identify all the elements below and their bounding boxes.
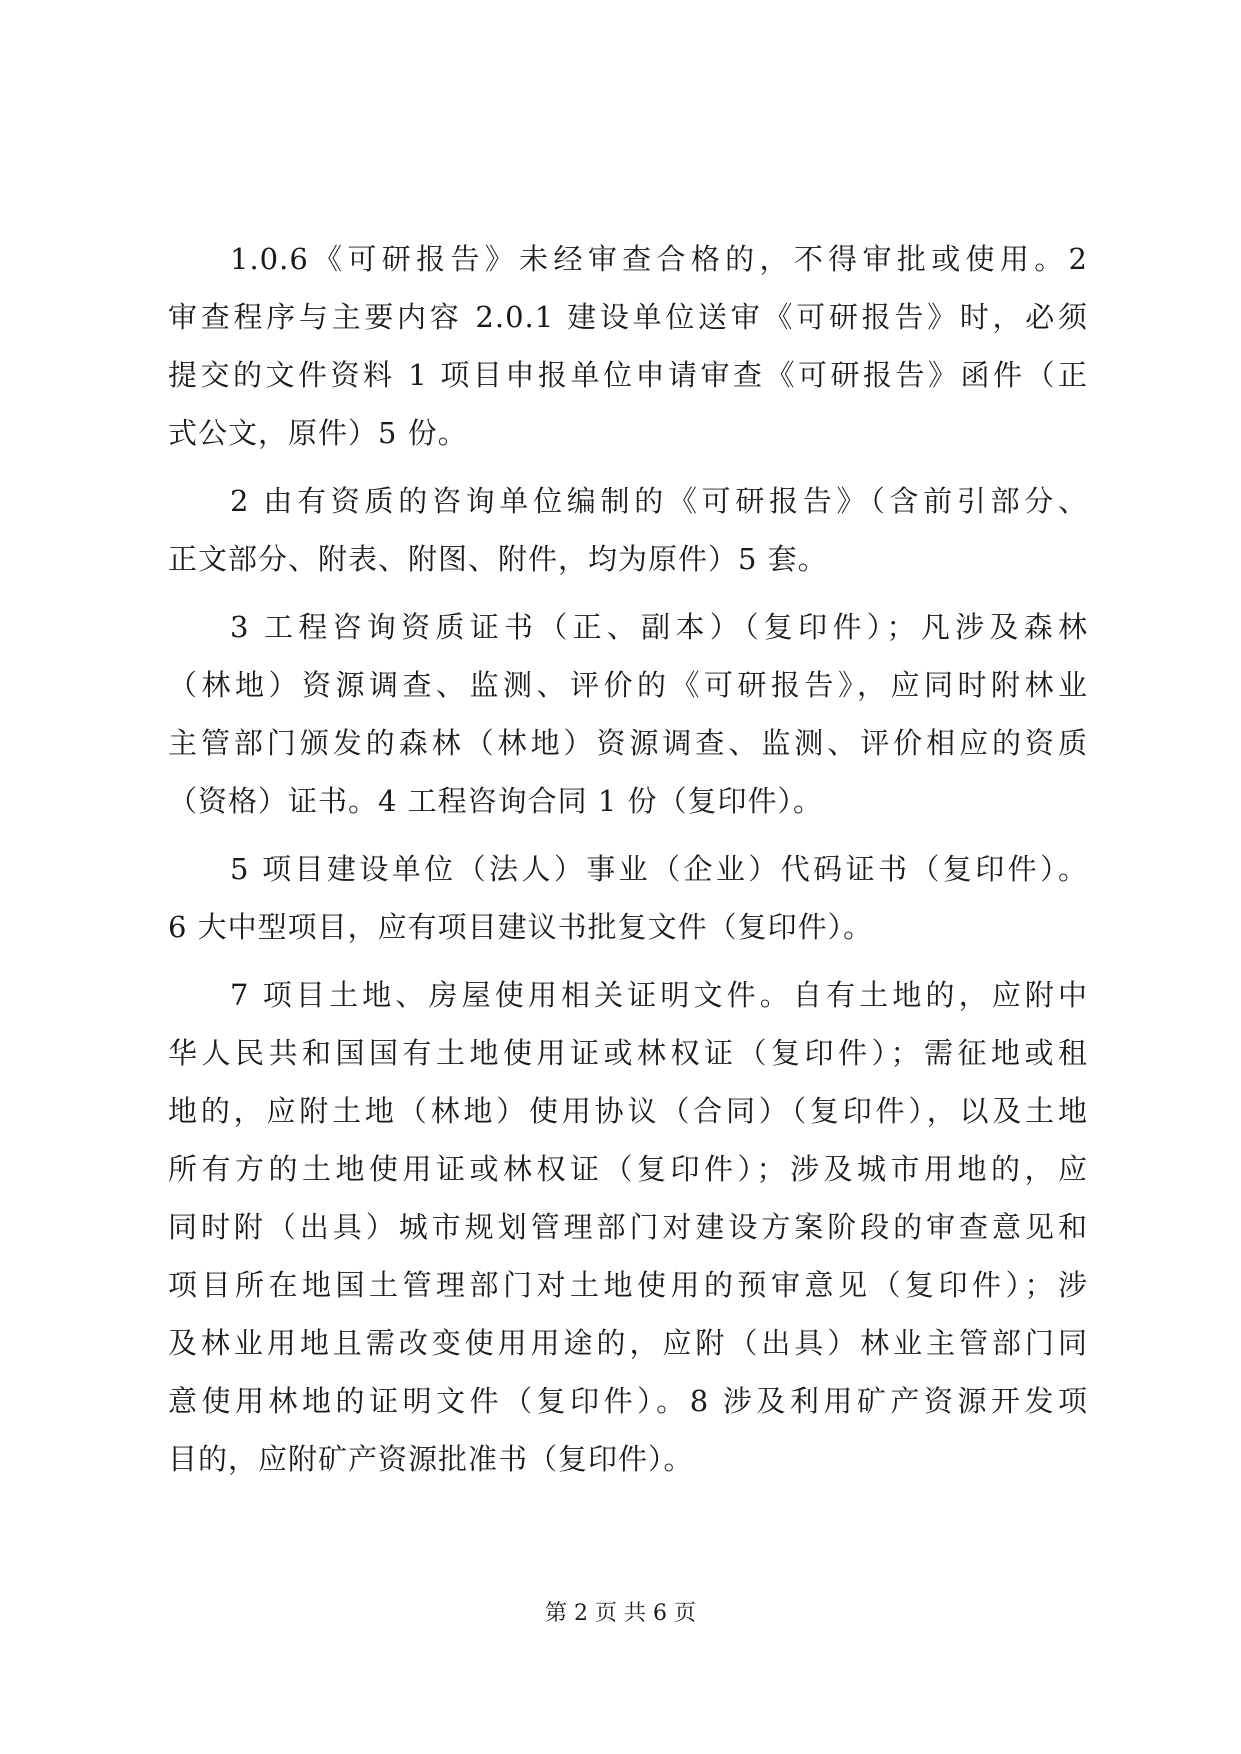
text-line: 目的，应附矿产资源批准书（复印件）。 — [168, 1442, 694, 1476]
text-line: （资格）证书。4 工程咨询合同 1 份（复印件）。 — [168, 784, 824, 818]
text-line: （林地）资源调查、监测、评价的《可研报告》，应同时附林业 — [168, 668, 1088, 702]
text-line: 所有方的土地使用证或林权证（复印件）；涉及城市用地的，应 — [168, 1152, 1088, 1186]
text-line: 3 工程咨询资质证书（正、副本）（复印件）；凡涉及森林 — [230, 610, 1088, 644]
text-line: 7 项目土地、房屋使用相关证明文件。自有土地的，应附中 — [230, 978, 1088, 1012]
text-line: 2 由有资质的咨询单位编制的《可研报告》（含前引部分、 — [230, 484, 1088, 518]
page-number-footer: 第 2 页 共 6 页 — [545, 1601, 696, 1626]
text-line: 及林业用地且需改变使用用途的，应附（出具）林业主管部门同 — [168, 1326, 1088, 1360]
text-line: 6 大中型项目，应有项目建议书批复文件（复印件）。 — [168, 910, 874, 944]
text-line: 意使用林地的证明文件（复印件）。8 涉及利用矿产资源开发项 — [168, 1384, 1088, 1418]
paragraph-4 — [168, 840, 1088, 956]
text-line: 正文部分、附表、附图、附件，均为原件）5 套。 — [168, 542, 828, 576]
paragraph-5 — [168, 966, 1088, 1488]
text-line: 提交的文件资料 1 项目申报单位申请审查《可研报告》函件（正 — [168, 358, 1088, 392]
text-line: 5 项目建设单位（法人）事业（企业）代码证书（复印件）。 — [230, 852, 1088, 886]
text-line: 1.0.6《可研报告》未经审查合格的，不得审批或使用。2 — [230, 242, 1088, 276]
text-line: 审查程序与主要内容 2.0.1 建设单位送审《可研报告》时，必须 — [168, 300, 1088, 334]
text-line: 项目所在地国土管理部门对土地使用的预审意见（复印件）；涉 — [168, 1268, 1088, 1302]
paragraph-1 — [168, 230, 1088, 462]
text-line: 华人民共和国国有土地使用证或林权证（复印件）；需征地或租 — [168, 1036, 1088, 1070]
paragraph-2 — [168, 472, 1088, 588]
text-line: 式公文，原件）5 份。 — [168, 416, 468, 450]
document-body — [168, 230, 1088, 1488]
text-line: 地的，应附土地（林地）使用协议（合同）（复印件），以及土地 — [168, 1094, 1088, 1128]
paragraph-3 — [168, 598, 1088, 830]
text-line: 主管部门颁发的森林（林地）资源调查、监测、评价相应的资质 — [168, 726, 1088, 760]
text-line: 同时附（出具）城市规划管理部门对建设方案阶段的审查意见和 — [168, 1210, 1088, 1244]
